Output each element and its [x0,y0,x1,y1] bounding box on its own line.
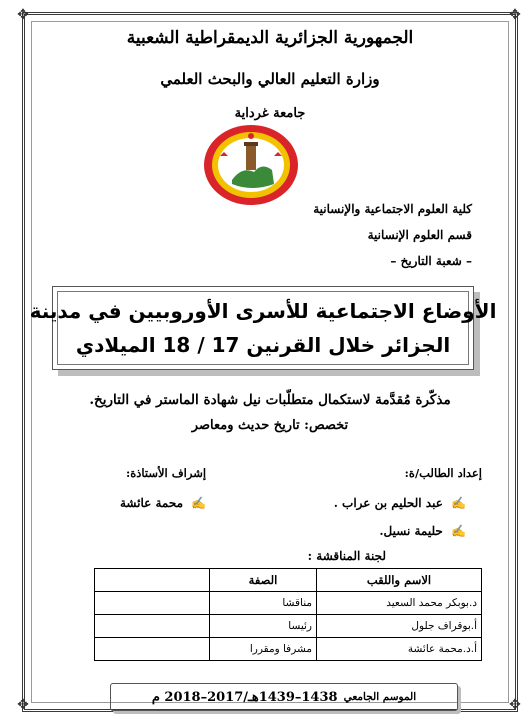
member-signature [95,592,210,615]
branch-name: – شعبة التاريخ – [390,254,472,268]
column-header-empty [95,569,210,592]
university-heading: جامعة غرداية [234,106,306,121]
corner-ornament-icon: ✥ [509,7,521,23]
memo-statement: مذكّرة مُقدَّمة لاستكمال متطلّبات نيل شهادة الماستر في التاريخ. [89,392,451,408]
thesis-title-line-2: الجزائر خلال القرنين 17 / 18 الميلادي [75,333,451,357]
member-name: أ.بوقراف جلول [317,615,482,638]
department-name: قسم العلوم الإنسانية [367,228,472,242]
member-name: د.بوبكر محمد السعيد [317,592,482,615]
corner-ornament-icon: ✥ [17,697,29,713]
student-name-text: عبد الحليم بن عراب . [333,496,443,510]
academic-year-box [110,683,458,711]
column-header-role: الصفة [210,569,317,592]
table-row [95,638,482,661]
table-header-row [95,569,482,592]
thesis-title-box [29,286,497,370]
academic-year-value: 1438–1439هـ/2017–2018 م [151,689,338,705]
student-name-text: حليمة نسيل. [379,524,443,538]
table-row [95,615,482,638]
member-role: رئيسا [210,615,317,638]
republic-heading: الجمهورية الجزائرية الديمقراطية الشعبية [126,28,414,48]
pen-icon: ✍ [191,496,207,510]
corner-ornament-icon: ✥ [509,697,521,713]
student-name [379,524,466,538]
student-name [334,496,466,510]
academic-year-label: الموسم الجامعي [343,691,417,703]
corner-ornament-icon: ✥ [17,7,29,23]
thesis-title-inner [29,291,497,365]
thesis-title-line-1: الأوضاع الاجتماعية للأسرى الأوروبيين في مدينة [29,299,497,323]
pen-icon: ✍ [451,496,466,510]
member-role: مشرفا ومقررا [210,638,317,661]
specialty: تخصص: تاريخ حديث ومعاصر [191,418,349,433]
member-signature [95,638,210,661]
supervisor-name-text: محمة عائشة [120,496,184,510]
supervisor-label: إشراف الأستاذة: [126,466,207,480]
member-name: أ.د.محمة عائشة [317,638,482,661]
member-signature [95,615,210,638]
faculty-block [252,198,472,276]
table-row [95,592,482,615]
students-label: إعداد الطالب/ة: [404,466,482,480]
pen-icon: ✍ [451,524,466,538]
committee-label: لجنة المناقشة : [307,549,386,563]
faculty-name: كلية العلوم الاجتماعية والإنسانية [313,202,472,216]
member-role: مناقشا [210,592,317,615]
ministry-heading: وزارة التعليم العالي والبحث العلمي [160,70,380,88]
committee-table [94,568,482,661]
column-header-name: الاسم واللقب [317,569,482,592]
supervisor-name [120,496,206,510]
university-seal-icon [202,122,300,208]
